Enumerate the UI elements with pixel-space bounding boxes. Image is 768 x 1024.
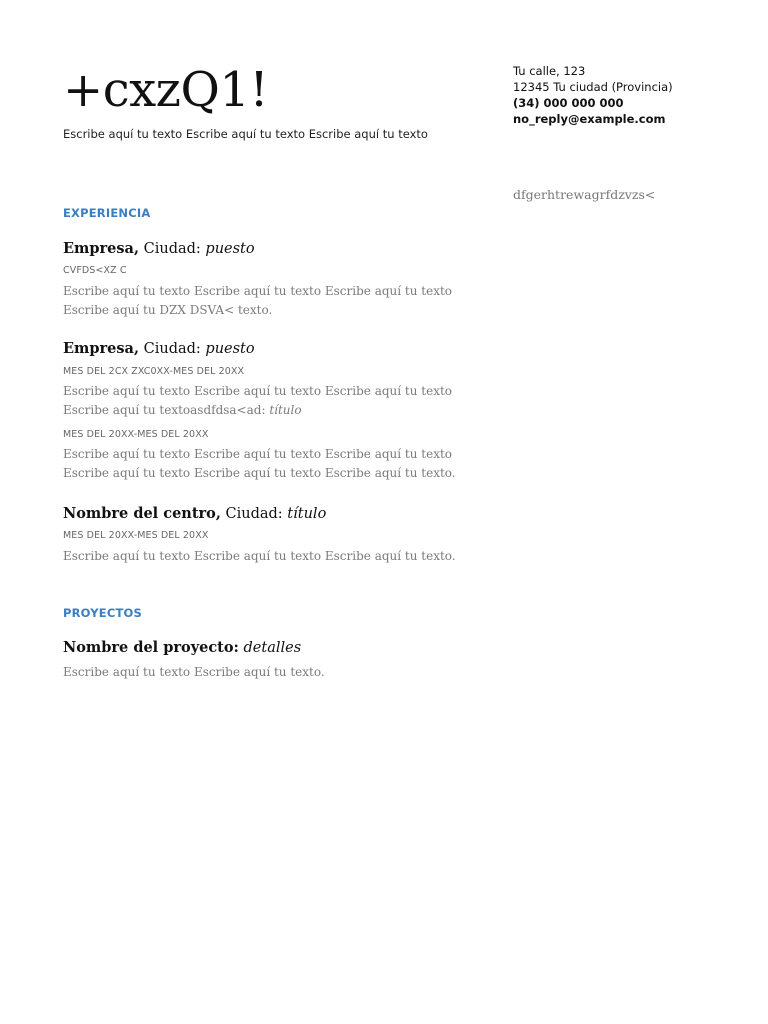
project-name: Nombre del proyecto: <box>63 639 239 656</box>
project-entry-title <box>63 639 301 656</box>
entry-city: Ciudad: <box>143 241 201 257</box>
contact-phone: (34) 000 000 000 <box>513 96 624 110</box>
contact-block <box>513 63 743 127</box>
project-description: Escribe aquí tu texto Escribe aquí tu texto. <box>63 665 325 679</box>
entry-role: título <box>287 506 327 522</box>
project-details: detalles <box>243 640 302 656</box>
entry-description: Escribe aquí tu texto Escribe aquí tu texto Escribe aquí tu texto Escribe aquí tu DZX DSVA< texto. <box>63 284 453 317</box>
entry-description-italic: título <box>269 402 302 417</box>
entry-description: Escribe aquí tu texto Escribe aquí tu texto Escribe aquí tu texto. <box>63 549 456 563</box>
entry-org: Empresa, <box>63 240 140 257</box>
entry-role: puesto <box>205 241 255 257</box>
entry-date: MES DEL 20XX-MES DEL 20XX <box>63 530 209 541</box>
entry-city: Ciudad: <box>143 341 201 357</box>
entry-org: Empresa, <box>63 340 140 357</box>
experience-entry-title <box>63 340 255 357</box>
resume-name: +cxzQ1! <box>63 62 269 118</box>
entry-org: Nombre del centro, <box>63 505 221 522</box>
experience-entry-title <box>63 240 255 257</box>
section-heading-projects: PROYECTOS <box>63 606 142 620</box>
contact-city: 12345 Tu ciudad (Provincia) <box>513 80 673 94</box>
entry-description: Escribe aquí tu texto Escribe aquí tu texto Escribe aquí tu texto Escribe aquí tu texto Escribe aquí tu texto Escribe aquí tu texto. <box>63 447 456 480</box>
entry-city: Ciudad: <box>225 506 283 522</box>
entry-description <box>63 382 463 419</box>
entry-role: puesto <box>205 341 255 357</box>
contact-street: Tu calle, 123 <box>513 64 586 78</box>
entry-date: MES DEL 20XX-MES DEL 20XX <box>63 429 209 440</box>
experience-entry-title <box>63 505 326 522</box>
side-note: dfgerhtrewagrfdzvzs< <box>513 187 656 202</box>
entry-description-text: Escribe aquí tu texto Escribe aquí tu texto Escribe aquí tu texto Escribe aquí tu textoasdfdsa<ad: <box>63 384 453 417</box>
entry-date: CVFDS<XZ C <box>63 265 127 276</box>
section-heading-experience: EXPERIENCIA <box>63 206 151 220</box>
entry-date: MES DEL 2CX ZXC0XX-MES DEL 20XX <box>63 366 245 377</box>
contact-email[interactable]: no_reply@example.com <box>513 112 666 126</box>
resume-tagline: Escribe aquí tu texto Escribe aquí tu texto Escribe aquí tu texto <box>63 127 428 141</box>
